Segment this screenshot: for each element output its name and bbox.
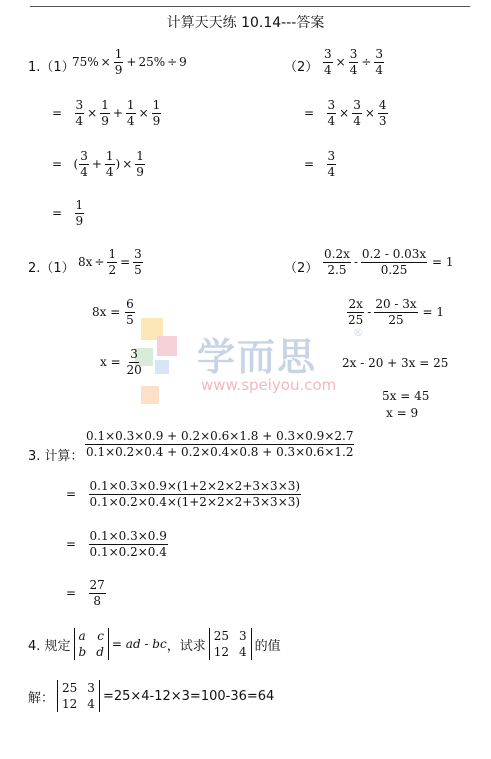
q2-step2: x = $\frac{3}{20}$: [100, 347, 142, 377]
page-title: 计算天天练 10.14---答案: [166, 15, 325, 31]
q3-step3: = $\frac{27}{8}$: [66, 578, 105, 608]
q4-determinant-numeric: 25 3 12 4: [209, 628, 252, 660]
q1-step3: = $\frac{1}{9}$: [52, 198, 84, 228]
watermark-url: www.speiyou.com: [201, 376, 337, 394]
q1-part2-step1: = $\frac{3}{4}$ × $\frac{3}{4}$ × $\frac{4}{3}$: [304, 98, 387, 128]
q1-problem: 75% × $\frac{1}{9}$ + 25% ÷ 9: [72, 47, 187, 77]
q1-label: 1.（1）: [28, 60, 75, 75]
q2-label: 2.（1）: [28, 261, 75, 276]
q1-step2: = ( $\frac{3}{4}$ + $\frac{1}{4}$ ) × $\frac{1}{9}$: [52, 149, 144, 179]
watermark-brand: 学而思: [197, 335, 318, 379]
watermark: [135, 318, 365, 408]
answer-determinant: 25 3 12 4: [57, 680, 100, 712]
watermark-registered: ®: [353, 328, 363, 339]
q4-determinant-symbolic: a c b d: [74, 628, 109, 660]
q3-step1: = $\frac{0.1\times 0.3\times 0.9\times(1+2\times 2\times 2+3\times 3\times 3)}{0.1\times 0.2\times 0.4\times(1+2\times 2\times 2+3\times 3\times 3)}$: [66, 479, 301, 509]
q2-part2-step3: 5x = 45: [382, 389, 430, 403]
q4-statement: 4. 规定 a c b d = ad - bc ，试求 25 3 12 4 的值: [28, 629, 281, 660]
q2-part2-step4: x = 9: [386, 406, 419, 420]
q2-part2-label: （2）: [284, 261, 319, 276]
q2-part2-step1: $\frac{2x}{25}$ - $\frac{20 - 3x}{25}$ = 1: [348, 297, 445, 327]
q2-step1: 8x = $\frac{6}{5}$: [92, 297, 134, 327]
q1-part2-label: （2）: [284, 60, 319, 75]
answer-line: 解： 25 3 12 4 =25×4-12×3=100-36=64: [28, 681, 275, 712]
top-rule: [30, 6, 470, 7]
q3-step2: = $\frac{0.1\times 0.3\times 0.9}{0.1\times 0.2\times 0.4}$: [66, 529, 167, 559]
q2-part2-problem: $\frac{0.2x}{2.5}$ - $\frac{0.2 - 0.03x}{0.25}$ = 1: [324, 247, 454, 277]
q1-step1: = $\frac{3}{4}$ × $\frac{1}{9}$ + $\frac{1}{4}$ × $\frac{1}{9}$: [52, 98, 161, 128]
q1-part2-step2: = $\frac{3}{4}$: [304, 149, 336, 179]
q3-label: 3. 计算：: [28, 449, 84, 464]
q1-part2-problem: $\frac{3}{4}$ × $\frac{3}{4}$ ÷ $\frac{3}{4}$: [324, 47, 384, 77]
q2-problem: 8x ÷ $\frac{1}{2}$ = $\frac{3}{5}$: [78, 247, 142, 277]
q3-problem: $\frac{0.1\times 0.3\times 0.9 + 0.2\times 0.6\times 1.8 + 0.3\times 0.9\times 2.7}{0.1\times 0.2\times 0.4 + 0.2\times 0.4\times 0.8 + 0.3\times 0.6\times 1.2}$: [86, 429, 354, 459]
q2-part2-step2: 2x - 20 + 3x = 25: [342, 356, 449, 370]
